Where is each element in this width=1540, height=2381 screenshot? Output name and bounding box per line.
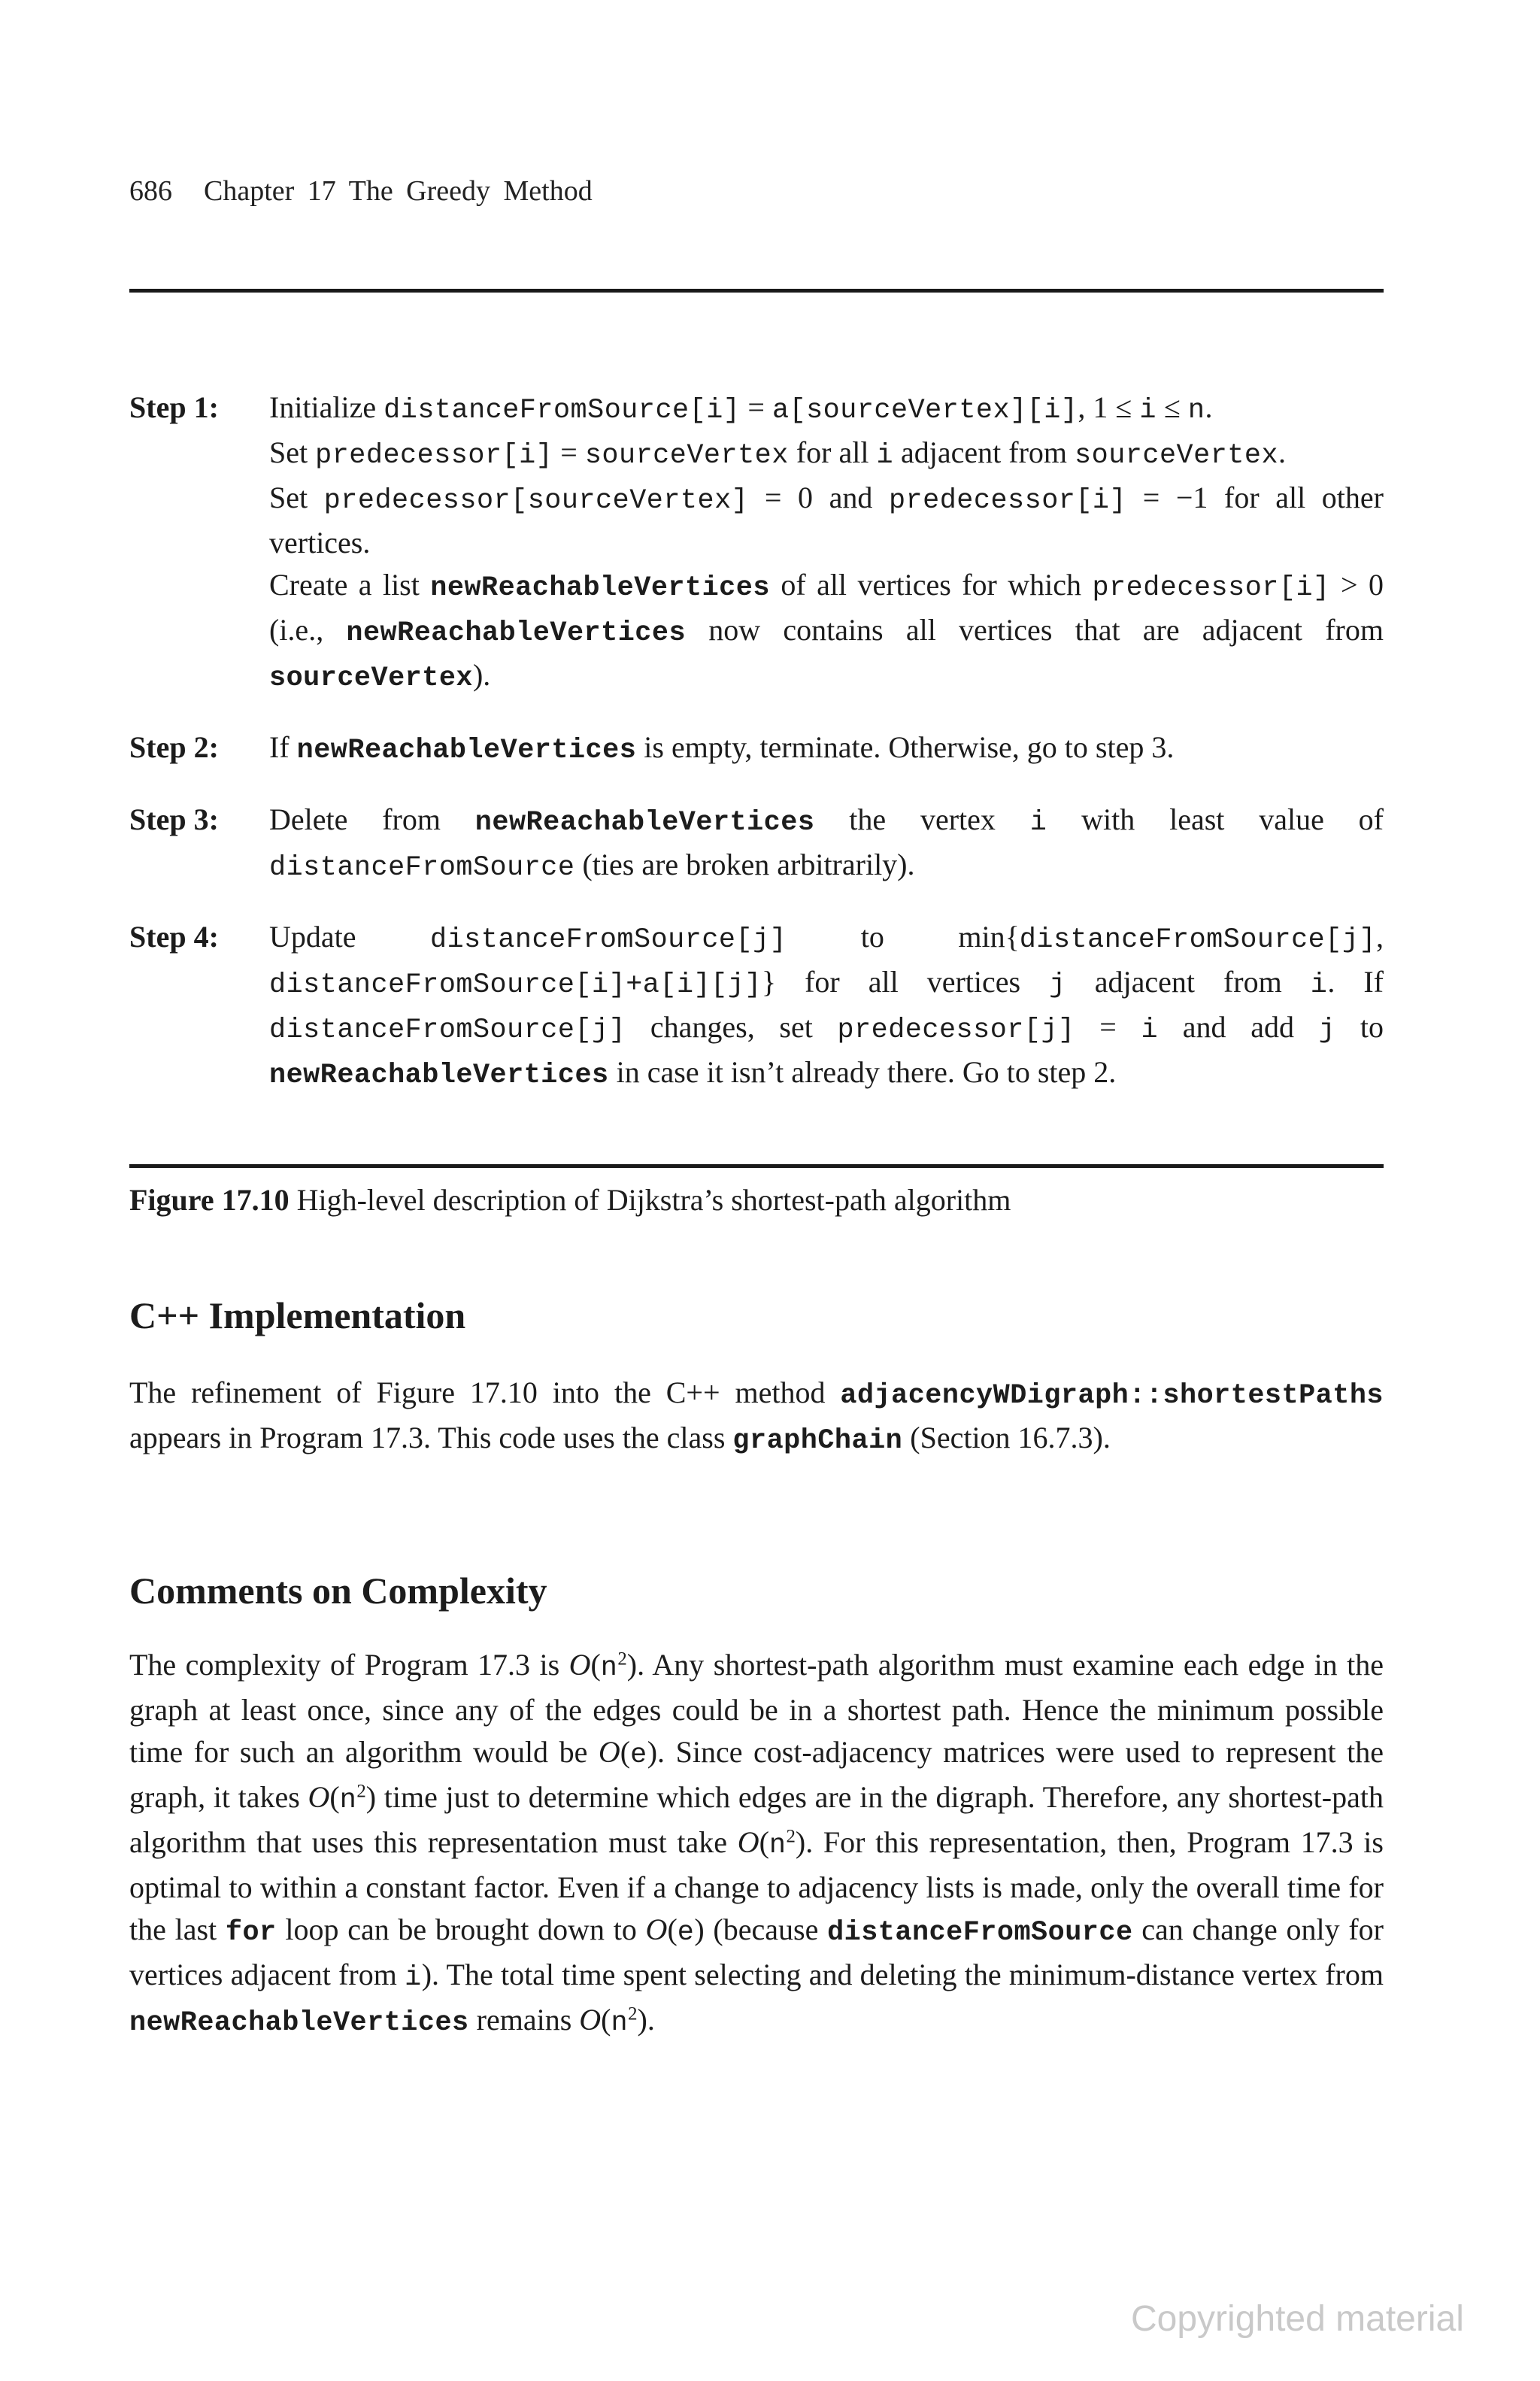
algorithm-figure <box>129 387 1384 1124</box>
step-1-line-1: Initialize distanceFromSource[i] = a[sourceVertex][i], 1 ≤ i ≤ n. <box>269 390 1213 426</box>
figure-bottom-rule <box>129 1164 1384 1168</box>
step-1-line-3: Set predecessor[sourceVertex] = 0 and predecessor[i] = −1 for all other vertices. <box>269 481 1384 560</box>
section-heading-complexity: Comments on Complexity <box>129 1570 547 1612</box>
caption-label: Figure 17.10 <box>129 1183 290 1217</box>
section-heading-implementation: C++ Implementation <box>129 1294 466 1336</box>
copyright-watermark: Copyrighted material <box>1131 2299 1464 2339</box>
step-body: Delete from newReachableVertices the vertex i with least value of distanceFromSource (ties are broken arbitrarily). <box>269 802 1384 884</box>
step-3 <box>129 799 1384 889</box>
step-label: Step 2: <box>129 730 219 764</box>
step-4 <box>129 916 1384 1096</box>
step-label: Step 4: <box>129 920 219 954</box>
page-number: 686 <box>129 175 172 207</box>
step-body: If newReachableVertices is empty, terminate. Otherwise, go to step 3. <box>269 730 1175 766</box>
figure-caption <box>129 1179 1011 1221</box>
step-label: Step 1: <box>129 390 219 424</box>
step-1-line-2: Set predecessor[i] = sourceVertex for all i adjacent from sourceVertex. <box>269 435 1287 472</box>
figure-top-rule <box>129 289 1384 293</box>
step-1 <box>129 387 1384 699</box>
step-body: Update distanceFromSource[j] to min{distanceFromSource[j], distanceFromSource[i]+a[i][j]} for all vertices j adjacent from i. If distanceFromSource[j] changes, set predecessor[j] = i and add j to newReachableVertices in case it isn’t already there. Go to step 2. <box>269 920 1384 1091</box>
running-head <box>129 174 593 208</box>
chapter-title: Chapter 17 The Greedy Method <box>204 175 593 207</box>
step-label: Step 3: <box>129 802 219 836</box>
step-1-line-4: Create a list newReachableVertices of all vertices for which predecessor[i] > 0 (i.e., newReachableVertices now contains all vertices that are adjacent from sourceVertex). <box>269 568 1384 694</box>
step-body <box>269 387 1384 699</box>
step-2 <box>129 726 1384 772</box>
implementation-paragraph: The refinement of Figure 17.10 into the C++ method adjacencyWDigraph::shortestPaths appears in Program 17.3. This code uses the class graphChain (Section 16.7.3). <box>129 1376 1384 1457</box>
complexity-paragraph: The complexity of Program 17.3 is $O(n^2)$. Any shortest-path algorithm must examine each edge in the graph at least once, since any of the edges could be in a shortest path. Hence the minimum possible time for such an algorithm would be O(e). Since cost-adjacency matrices were used to represent the graph, it takes $O(n^2)$ time just to determine which edges are in the digraph. Therefore, any shortest-path algorithm that uses this representation must take $O(n^2)$. For this representation, then, Program 17.3 is optimal to within a constant factor. Even if a change to adjacency lists is made, only the overall time for the last for loop can be brought down to O(e) (because distanceFromSource can change only for vertices adjacent from i). The total time spent selecting and deleting the minimum-distance vertex from newReachableVertices remains $O(n^2)$. <box>129 1648 1384 2039</box>
caption-text: High-level description of Dijkstra’s shortest-path algorithm <box>289 1183 1011 1217</box>
